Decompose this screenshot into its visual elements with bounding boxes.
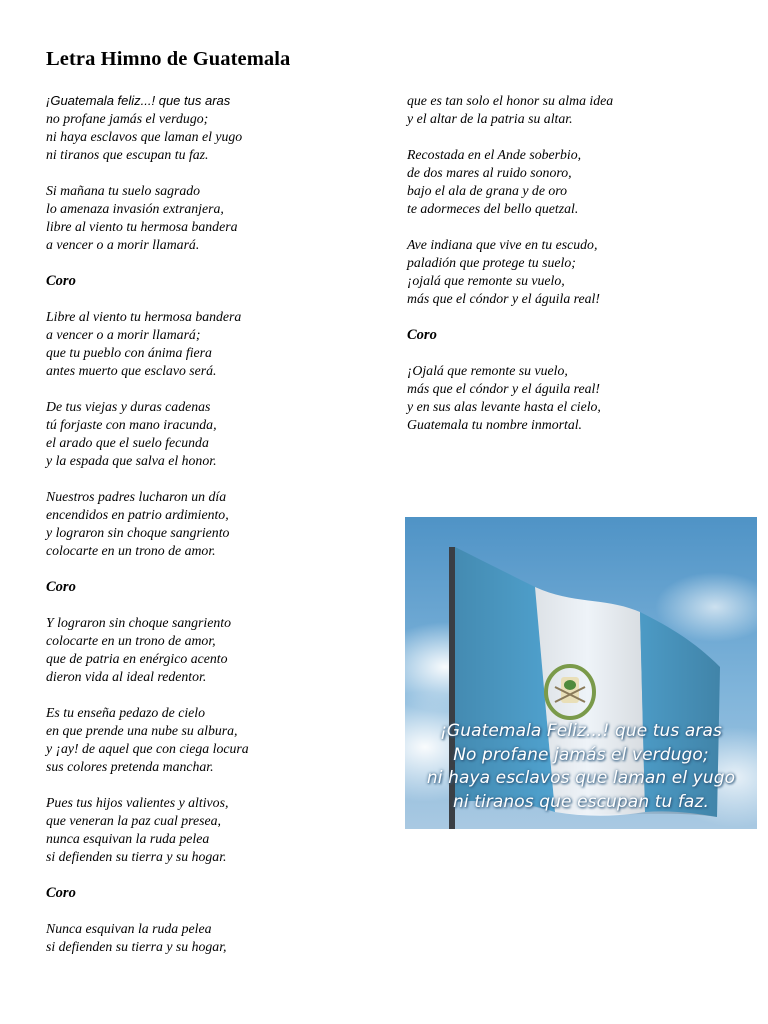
verse-line: te adormeces del bello quetzal. <box>407 201 579 216</box>
caption-line: ni haya esclavos que laman el yugo <box>426 768 736 788</box>
stanza <box>407 92 752 128</box>
verse-line: y la espada que salva el honor. <box>46 453 217 468</box>
verse-line: que es tan solo el honor su alma idea <box>407 93 614 108</box>
verse-line: en que prende una nube su albura, <box>46 723 238 738</box>
verse-line: paladión que protege tu suelo; <box>407 255 576 270</box>
verse-line: y lograron sin choque sangriento <box>46 525 230 540</box>
verse-line: si defienden su tierra y su hogar, <box>46 939 227 954</box>
flag-photo <box>405 517 757 829</box>
verse-line: ni tiranos que escupan tu faz. <box>46 147 209 162</box>
coro-heading: Coro <box>407 327 437 343</box>
verse-line: Nuestros padres lucharon un día <box>46 489 227 504</box>
verse-line: y el altar de la patria su altar. <box>407 111 573 126</box>
coro-heading: Coro <box>46 273 76 289</box>
verse-line: si defienden su tierra y su hogar. <box>46 849 227 864</box>
verse-line: dieron vida al ideal redentor. <box>46 669 207 684</box>
stanza <box>46 614 376 686</box>
document-title: Letra Himno de Guatemala <box>46 48 291 70</box>
lyrics-column-left <box>46 92 376 974</box>
verse-line: tú forjaste con mano iracunda, <box>46 417 217 432</box>
verse-line: colocarte en un trono de amor, <box>46 633 216 648</box>
stanza <box>46 182 376 254</box>
verse-line: que de patria en enérgico acento <box>46 651 228 666</box>
verse-line: lo amenaza invasión extranjera, <box>46 201 224 216</box>
verse-line: bajo el ala de grana y de oro <box>407 183 568 198</box>
verse-line: nunca esquivan la ruda pelea <box>46 831 210 846</box>
verse-line: a vencer o a morir llamará. <box>46 237 200 252</box>
verse-line: Libre al viento tu hermosa bandera <box>46 309 242 324</box>
verse-line: Pues tus hijos valientes y altivos, <box>46 795 229 810</box>
stanza <box>407 236 752 308</box>
verse-line: que tu pueblo con ánima fiera <box>46 345 212 360</box>
stanza <box>46 794 376 866</box>
stanza <box>46 92 376 164</box>
lyrics-column-right <box>407 92 752 452</box>
verse-line: ¡Guatemala feliz...! que tus aras <box>46 93 231 108</box>
stanza <box>46 488 376 560</box>
coro-heading: Coro <box>46 579 76 595</box>
stanza <box>46 398 376 470</box>
stanza <box>46 704 376 776</box>
verse-line: Es tu enseña pedazo de cielo <box>46 705 206 720</box>
verse-line: De tus viejas y duras cadenas <box>46 399 211 414</box>
verse-line: libre al viento tu hermosa bandera <box>46 219 238 234</box>
verse-line: colocarte en un trono de amor. <box>46 543 216 558</box>
verse-line: ni haya esclavos que laman el yugo <box>46 129 243 144</box>
stanza <box>407 362 752 434</box>
caption-line: ni tiranos que escupan tu faz. <box>453 791 709 812</box>
verse-line: que veneran la paz cual presea, <box>46 813 221 828</box>
verse-line: encendidos en patrio ardimiento, <box>46 507 229 522</box>
verse-line: Nunca esquivan la ruda pelea <box>46 921 212 936</box>
verse-line: y en sus alas levante hasta el cielo, <box>407 399 601 414</box>
verse-line: no profane jamás el verdugo; <box>46 111 209 126</box>
flag-caption <box>405 720 757 814</box>
verse-line: y ¡ay! de aquel que con ciega locura <box>46 741 249 756</box>
verse-line: antes muerto que esclavo será. <box>46 363 217 378</box>
verse-line: a vencer o a morir llamará; <box>46 327 201 342</box>
coro-heading: Coro <box>46 885 76 901</box>
verse-line: Y lograron sin choque sangriento <box>46 615 231 630</box>
verse-line: ¡ojalá que remonte su vuelo, <box>407 273 565 288</box>
verse-line: Ave indiana que vive en tu escudo, <box>407 237 598 252</box>
verse-line: más que el cóndor y el águila real! <box>407 381 600 396</box>
stanza <box>46 308 376 380</box>
stanza <box>407 146 752 218</box>
verse-line: Si mañana tu suelo sagrado <box>46 183 201 198</box>
verse-line: más que el cóndor y el águila real! <box>407 291 600 306</box>
verse-line: sus colores pretenda manchar. <box>46 759 214 774</box>
verse-line: Guatemala tu nombre inmortal. <box>407 417 583 432</box>
caption-line: ¡Guatemala Feliz...! que tus aras <box>440 721 722 741</box>
caption-line: No profane jamás el verdugo; <box>453 744 709 765</box>
verse-line: ¡Ojalá que remonte su vuelo, <box>407 363 568 378</box>
stanza <box>46 920 376 956</box>
verse-line: de dos mares al ruido sonoro, <box>407 165 572 180</box>
verse-line: Recostada en el Ande soberbio, <box>407 147 582 162</box>
verse-line: el arado que el suelo fecunda <box>46 435 209 450</box>
